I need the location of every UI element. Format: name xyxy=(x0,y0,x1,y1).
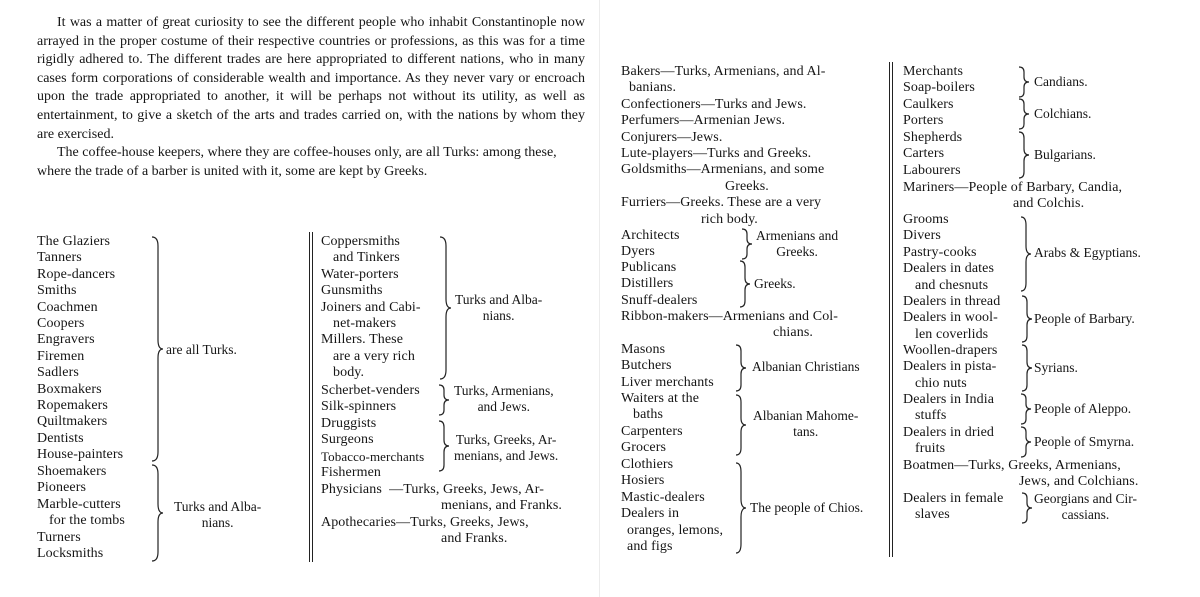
list-item: and Franks. xyxy=(441,531,508,547)
list-item: Fishermen xyxy=(321,465,382,481)
list-item: baths xyxy=(633,407,664,423)
list-item: Dealers in dates xyxy=(903,261,995,277)
list-item: Lute-players—Turks and Greeks. xyxy=(621,146,812,162)
list-item: Quiltmakers xyxy=(37,414,108,430)
list-item: rich body. xyxy=(701,211,758,227)
brace-icon xyxy=(437,384,451,416)
col4-group5-items xyxy=(903,212,994,294)
list-item: banians. xyxy=(629,80,677,96)
list-item: Carpenters xyxy=(621,423,683,439)
column-divider xyxy=(892,62,893,557)
col4-group9-label: People of Smyrna. xyxy=(1034,434,1135,449)
brace-icon xyxy=(1019,216,1033,292)
list-item: and chesnuts xyxy=(915,277,989,293)
list-item: Firemen xyxy=(37,348,85,364)
col4-group3-label: Bulgarians. xyxy=(1034,147,1096,162)
col3-group3-items xyxy=(621,309,838,342)
list-item: Porters xyxy=(903,113,944,129)
col3-entries xyxy=(621,64,826,228)
list-item: Coppersmiths xyxy=(321,234,400,249)
col3-group2-label: Greeks. xyxy=(754,276,796,291)
list-item: Dyers xyxy=(621,244,655,260)
list-item: fruits xyxy=(915,441,946,457)
col4-group10-items xyxy=(903,458,1138,491)
list-item: Druggists xyxy=(321,416,377,431)
list-item: Smiths xyxy=(37,283,77,299)
column-divider xyxy=(889,62,890,557)
col3-group6-label: The people of Chios. xyxy=(750,500,864,515)
column-divider xyxy=(309,232,310,562)
list-item: and figs xyxy=(627,539,673,555)
brace-icon xyxy=(1020,492,1034,524)
list-item: Boxmakers xyxy=(37,381,102,397)
list-item: Boatmen—Turks, Greeks, Armenians, xyxy=(903,458,1121,473)
list-item: Woollen-drapers xyxy=(903,343,998,358)
col2-group3-label: Turks, Greeks, Ar- menians, and Jews. xyxy=(454,432,559,463)
col4-group2-items xyxy=(903,97,954,130)
list-item: Architects xyxy=(621,228,680,243)
list-item: Apothecaries—Turks, Greeks, Jews, xyxy=(321,514,529,530)
list-item: Scherbet-venders xyxy=(321,383,420,398)
col4-group8-label: People of Aleppo. xyxy=(1034,401,1132,416)
list-item: Furriers—Greeks. These are a very xyxy=(621,195,822,211)
brace-icon xyxy=(734,394,748,456)
list-item: Water-porters xyxy=(321,266,399,282)
list-item: Publicans xyxy=(621,260,677,275)
list-item: chio nuts xyxy=(915,375,967,391)
list-item: Masons xyxy=(621,342,666,357)
col3-group4-label: Albanian Christians xyxy=(752,359,860,374)
col1-group1-items xyxy=(37,234,123,464)
col4-group5-label: Arabs & Egyptians. xyxy=(1034,245,1141,260)
col2-group1-items xyxy=(321,234,421,382)
list-item: Waiters at the xyxy=(621,391,700,406)
list-item: Clothiers xyxy=(621,457,674,472)
col1-group2-items xyxy=(37,464,125,562)
brace-icon xyxy=(1019,426,1033,458)
list-item: Turners xyxy=(37,529,81,545)
list-item: Mariners—People of Barbary, Candia, xyxy=(903,180,1123,195)
col4-group8-items xyxy=(903,392,994,425)
list-item: Divers xyxy=(903,228,941,244)
brace-icon xyxy=(1017,131,1031,179)
list-item: Pioneers xyxy=(37,480,87,496)
list-item: Grooms xyxy=(903,212,949,227)
col3-group1-items xyxy=(621,228,680,261)
col4-group3-items xyxy=(903,130,962,179)
col4-group6-label: People of Barbary. xyxy=(1034,311,1135,326)
col4-group11-items xyxy=(903,491,1003,524)
intro-text xyxy=(37,14,585,181)
col2-group2-items xyxy=(321,383,420,416)
list-item: Surgeons xyxy=(321,432,374,448)
brace-icon xyxy=(1017,98,1031,130)
list-item: Hosiers xyxy=(621,473,665,489)
list-item: for the tombs xyxy=(49,513,125,529)
col4-group7-label: Syrians. xyxy=(1034,360,1078,375)
list-item: Butchers xyxy=(621,358,672,374)
list-item: Ribbon-makers—Armenians and Col- xyxy=(621,309,839,324)
brace-icon xyxy=(1020,295,1034,343)
col2-group3-items xyxy=(321,416,424,482)
list-item: Carters xyxy=(903,146,945,162)
list-item: Jews, and Colchians. xyxy=(1019,474,1139,490)
intro-paragraph-2: The coffee-house keepers, where they are coffee-houses only, are all Turks: among these, where the trade of a barber is united with it, some are kept by Greeks. xyxy=(37,145,557,179)
col2-group4-items xyxy=(321,482,562,548)
list-item: Coopers xyxy=(37,316,85,332)
col3-group1-label: Armenians and Greeks. xyxy=(756,228,839,259)
list-item: Joiners and Cabi- xyxy=(321,299,421,315)
list-item: slaves xyxy=(915,507,950,523)
list-item: Shepherds xyxy=(903,130,963,145)
list-item: body. xyxy=(333,365,365,381)
list-item: Goldsmiths—Armenians, and some xyxy=(621,162,825,178)
col1-group1-label: are all Turks. xyxy=(166,342,237,357)
brace-icon xyxy=(438,236,452,380)
list-item: Dealers in wool- xyxy=(903,310,998,326)
list-item: Mastic-dealers xyxy=(621,489,705,505)
col3-group2-items xyxy=(621,260,697,309)
list-item: Engravers xyxy=(37,332,95,348)
brace-icon xyxy=(150,236,164,462)
list-item: and Tinkers xyxy=(333,250,400,266)
list-item: Physicians —Turks, Greeks, Jews, Ar- xyxy=(321,482,545,497)
column-divider xyxy=(312,232,313,562)
list-item: Coachmen xyxy=(37,299,98,315)
brace-icon xyxy=(738,260,752,308)
list-item: Merchants xyxy=(903,64,963,79)
list-item: stuffs xyxy=(915,408,947,424)
brace-icon xyxy=(734,344,748,392)
col4-group9-items xyxy=(903,425,994,458)
brace-icon xyxy=(150,464,164,562)
list-item: Dealers in xyxy=(621,506,680,522)
list-item: The Glaziers xyxy=(37,234,111,249)
list-item: Perfumers—Armenian Jews. xyxy=(621,113,786,129)
list-item: and Colchis. xyxy=(1013,196,1085,212)
brace-icon xyxy=(437,420,451,472)
list-item: Ropemakers xyxy=(37,398,108,414)
list-item: Greeks. xyxy=(725,178,769,194)
col4-group6-items xyxy=(903,294,1000,343)
list-item: Marble-cutters xyxy=(37,496,121,512)
list-item: Snuff-dealers xyxy=(621,292,698,308)
list-item: Soap-boilers xyxy=(903,80,975,96)
list-item: Labourers xyxy=(903,162,961,178)
col2-group1-label: Turks and Alba- nians. xyxy=(455,292,543,323)
list-item: Tanners xyxy=(37,250,82,266)
brace-icon xyxy=(740,228,754,260)
list-item: Bakers—Turks, Armenians, and Al- xyxy=(621,64,826,79)
list-item: Sadlers xyxy=(37,365,79,381)
list-item: Locksmiths xyxy=(37,546,104,562)
page-gutter xyxy=(599,0,600,597)
col3-group4-items xyxy=(621,342,714,391)
list-item: Millers. These xyxy=(321,332,404,348)
col1-group2-label: Turks and Alba- nians. xyxy=(174,499,262,530)
col2-group2-label: Turks, Armenians, and Jews. xyxy=(454,383,554,414)
list-item: Pastry-cooks xyxy=(903,244,977,260)
list-item: Dealers in thread xyxy=(903,294,1001,309)
list-item: Caulkers xyxy=(903,97,954,112)
col3-group5-items xyxy=(621,391,699,457)
list-item: Conjurers—Jews. xyxy=(621,129,723,145)
col4-group1-label: Candians. xyxy=(1034,74,1088,89)
brace-icon xyxy=(1020,344,1034,392)
col3-group5-label: Albanian Mahome- tans. xyxy=(753,408,859,439)
col4-group1-items xyxy=(903,64,975,97)
list-item: Distillers xyxy=(621,276,674,292)
brace-icon xyxy=(1019,393,1033,425)
col4-group2-label: Colchians. xyxy=(1034,106,1092,121)
col4-group4-items xyxy=(903,180,1122,213)
list-item: len coverlids xyxy=(915,326,989,342)
col4-group11-label: Georgians and Cir- cassians. xyxy=(1034,491,1137,522)
list-item: Gunsmiths xyxy=(321,283,383,299)
list-item: oranges, lemons, xyxy=(627,522,724,538)
list-item: Tobacco-merchants xyxy=(321,448,425,464)
list-item: net-makers xyxy=(333,316,397,332)
brace-icon xyxy=(734,462,748,554)
list-item: Dealers in India xyxy=(903,392,995,407)
list-item: Silk-spinners xyxy=(321,399,397,415)
col3-group6-items xyxy=(621,457,723,555)
list-item: are a very rich xyxy=(333,348,415,364)
list-item: menians, and Franks. xyxy=(441,498,562,514)
list-item: Shoemakers xyxy=(37,464,107,479)
list-item: Grocers xyxy=(621,440,667,456)
col4-group7-items xyxy=(903,343,997,392)
brace-icon xyxy=(1017,66,1031,98)
intro-paragraph-1: It was a matter of great curiosity to see the different people who inhabit Constantinople now arrayed in the proper costume of their respective countries or professions, as this was for a time rigidly adhered to. The different trades are here appropriated to different nations, who in many cases form corporations of considerable wealth and importance. As they never vary or encroach upon the trade appropriated to another, it will be perhaps not without its utility, as well as entertainment, to give a sketch of the arts and trades carried on, with the nations by whom they are exercised. xyxy=(37,15,585,142)
list-item: Rope-dancers xyxy=(37,266,116,282)
list-item: Dealers in female xyxy=(903,491,1004,506)
list-item: Confectioners—Turks and Jews. xyxy=(621,96,807,112)
list-item: Dealers in dried xyxy=(903,425,995,440)
list-item: House-painters xyxy=(37,447,124,463)
list-item: Dentists xyxy=(37,430,84,446)
list-item: Liver merchants xyxy=(621,374,714,390)
list-item: chians. xyxy=(773,325,813,341)
list-item: Dealers in pista- xyxy=(903,359,997,375)
